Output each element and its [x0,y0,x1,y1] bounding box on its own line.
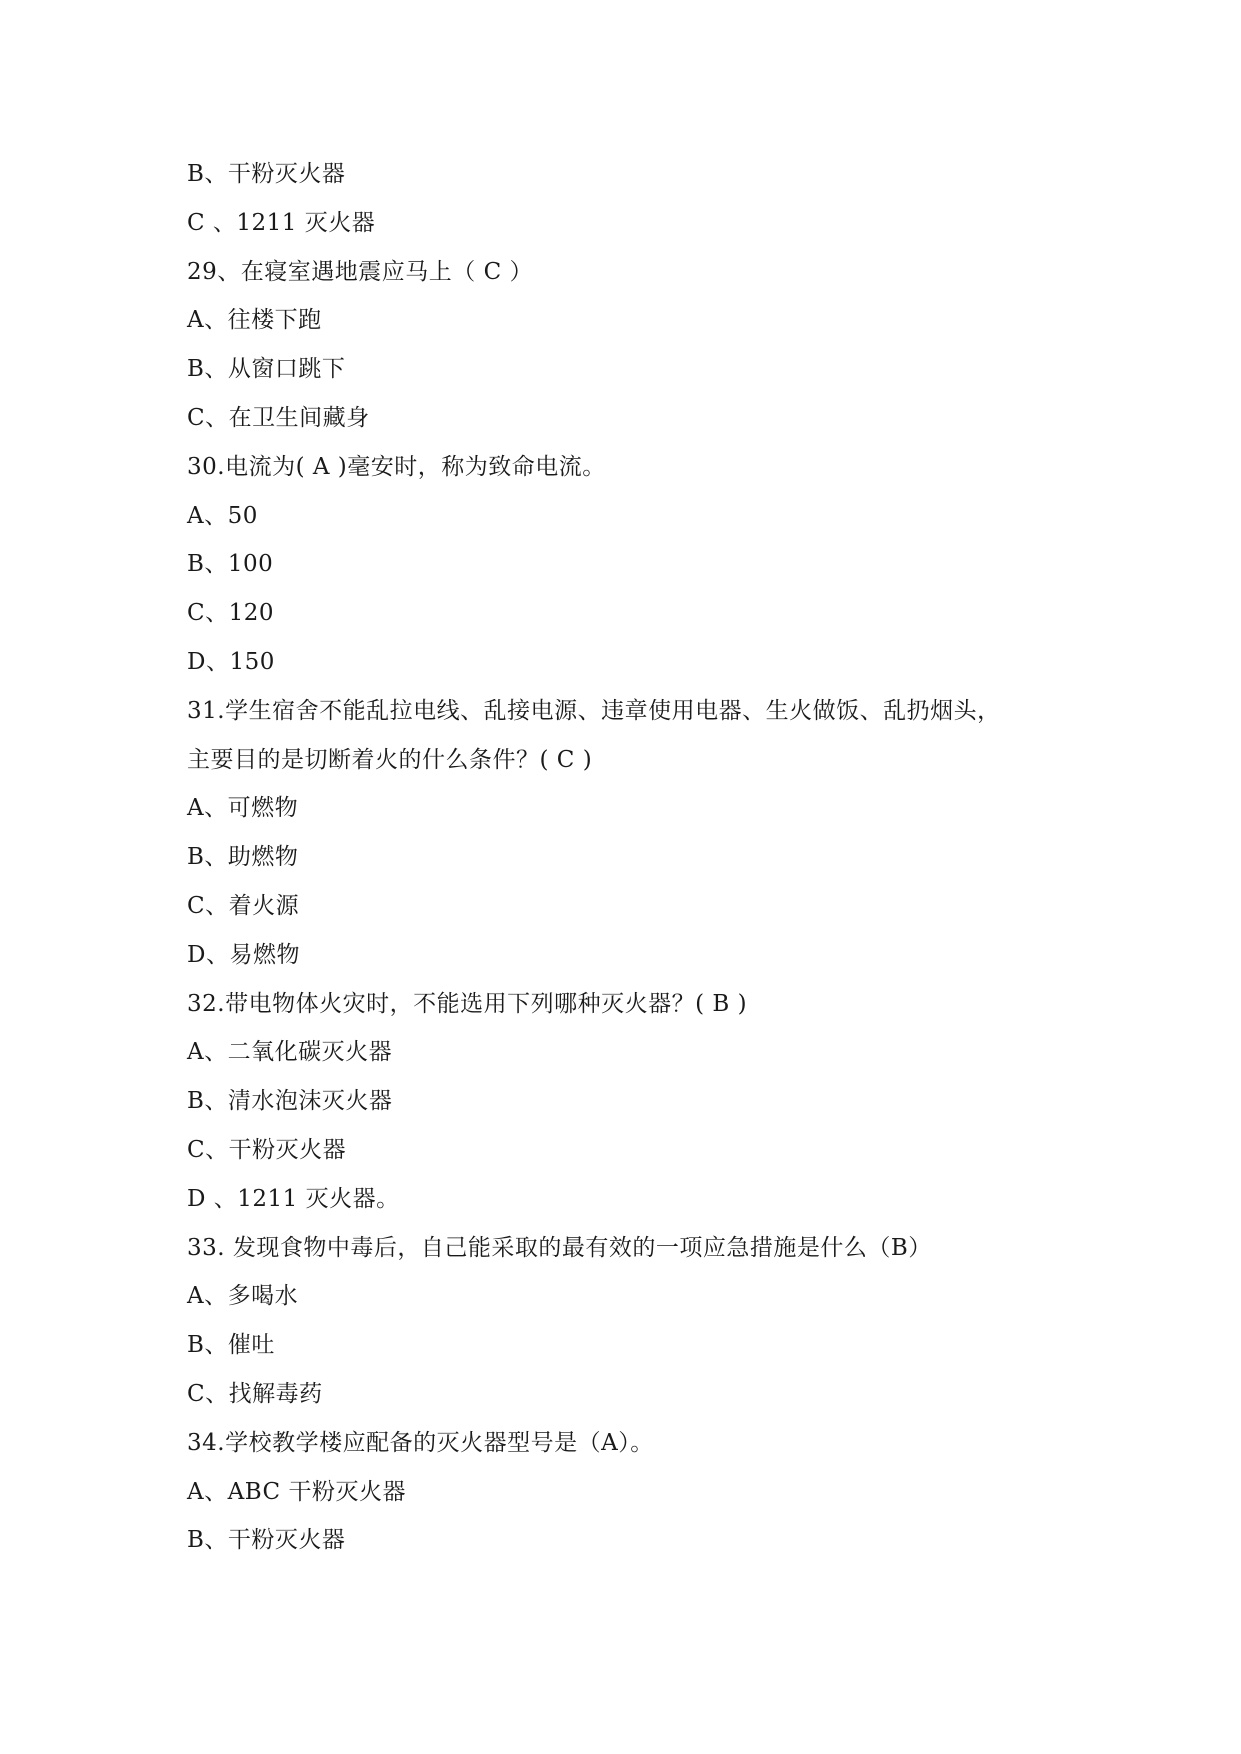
option-line: B、从窗口跳下 [187,356,346,383]
option-line: B、干粉灭火器 [187,161,346,187]
option-line: A、可燃物 [187,795,299,822]
document-body [187,150,1067,1565]
question-line: 34.学校教学楼应配备的灭火器型号是（A）。 [187,1429,654,1456]
option-line: C、干粉灭火器 [187,1136,347,1163]
option-line: C、120 [187,600,274,627]
option-line: A、往楼下跑 [187,307,322,334]
question-line: 29、在寝室遇地震应马上（ C ） [187,258,533,285]
option-line: B、100 [187,551,274,578]
question-line-continued: 主要目的是切断着火的什么条件？( C ) [187,746,593,773]
option-line: B、催吐 [187,1332,275,1359]
option-line: D 、1211 灭火器。 [187,1185,400,1212]
option-line: B、助燃物 [187,844,299,871]
option-line: C、找解毒药 [187,1380,323,1407]
option-line: D、易燃物 [187,941,300,968]
question-line: 33. 发现食物中毒后，自己能采取的最有效的一项应急措施是什么（B） [187,1234,932,1261]
option-line: A、二氧化碳灭火器 [187,1039,393,1066]
option-line: C、在卫生间藏身 [187,404,370,431]
option-line: B、干粉灭火器 [187,1527,346,1554]
option-line: D、150 [187,648,275,675]
question-line: 31.学生宿舍不能乱拉电线、乱接电源、违章使用电器、生火做饭、乱扔烟头， [187,697,1001,724]
option-line: A、多喝水 [187,1283,299,1310]
question-line: 30.电流为( A )毫安时，称为致命电流。 [187,453,606,480]
option-line: C 、1211 灭火器 [187,209,376,236]
option-line: A、ABC 干粉灭火器 [187,1478,406,1505]
option-line: C、着火源 [187,892,300,919]
option-line: B、清水泡沫灭火器 [187,1088,393,1115]
option-line: A、50 [187,502,258,529]
question-line: 32.带电物体火灾时，不能选用下列哪种灭火器？( B ) [187,990,748,1017]
